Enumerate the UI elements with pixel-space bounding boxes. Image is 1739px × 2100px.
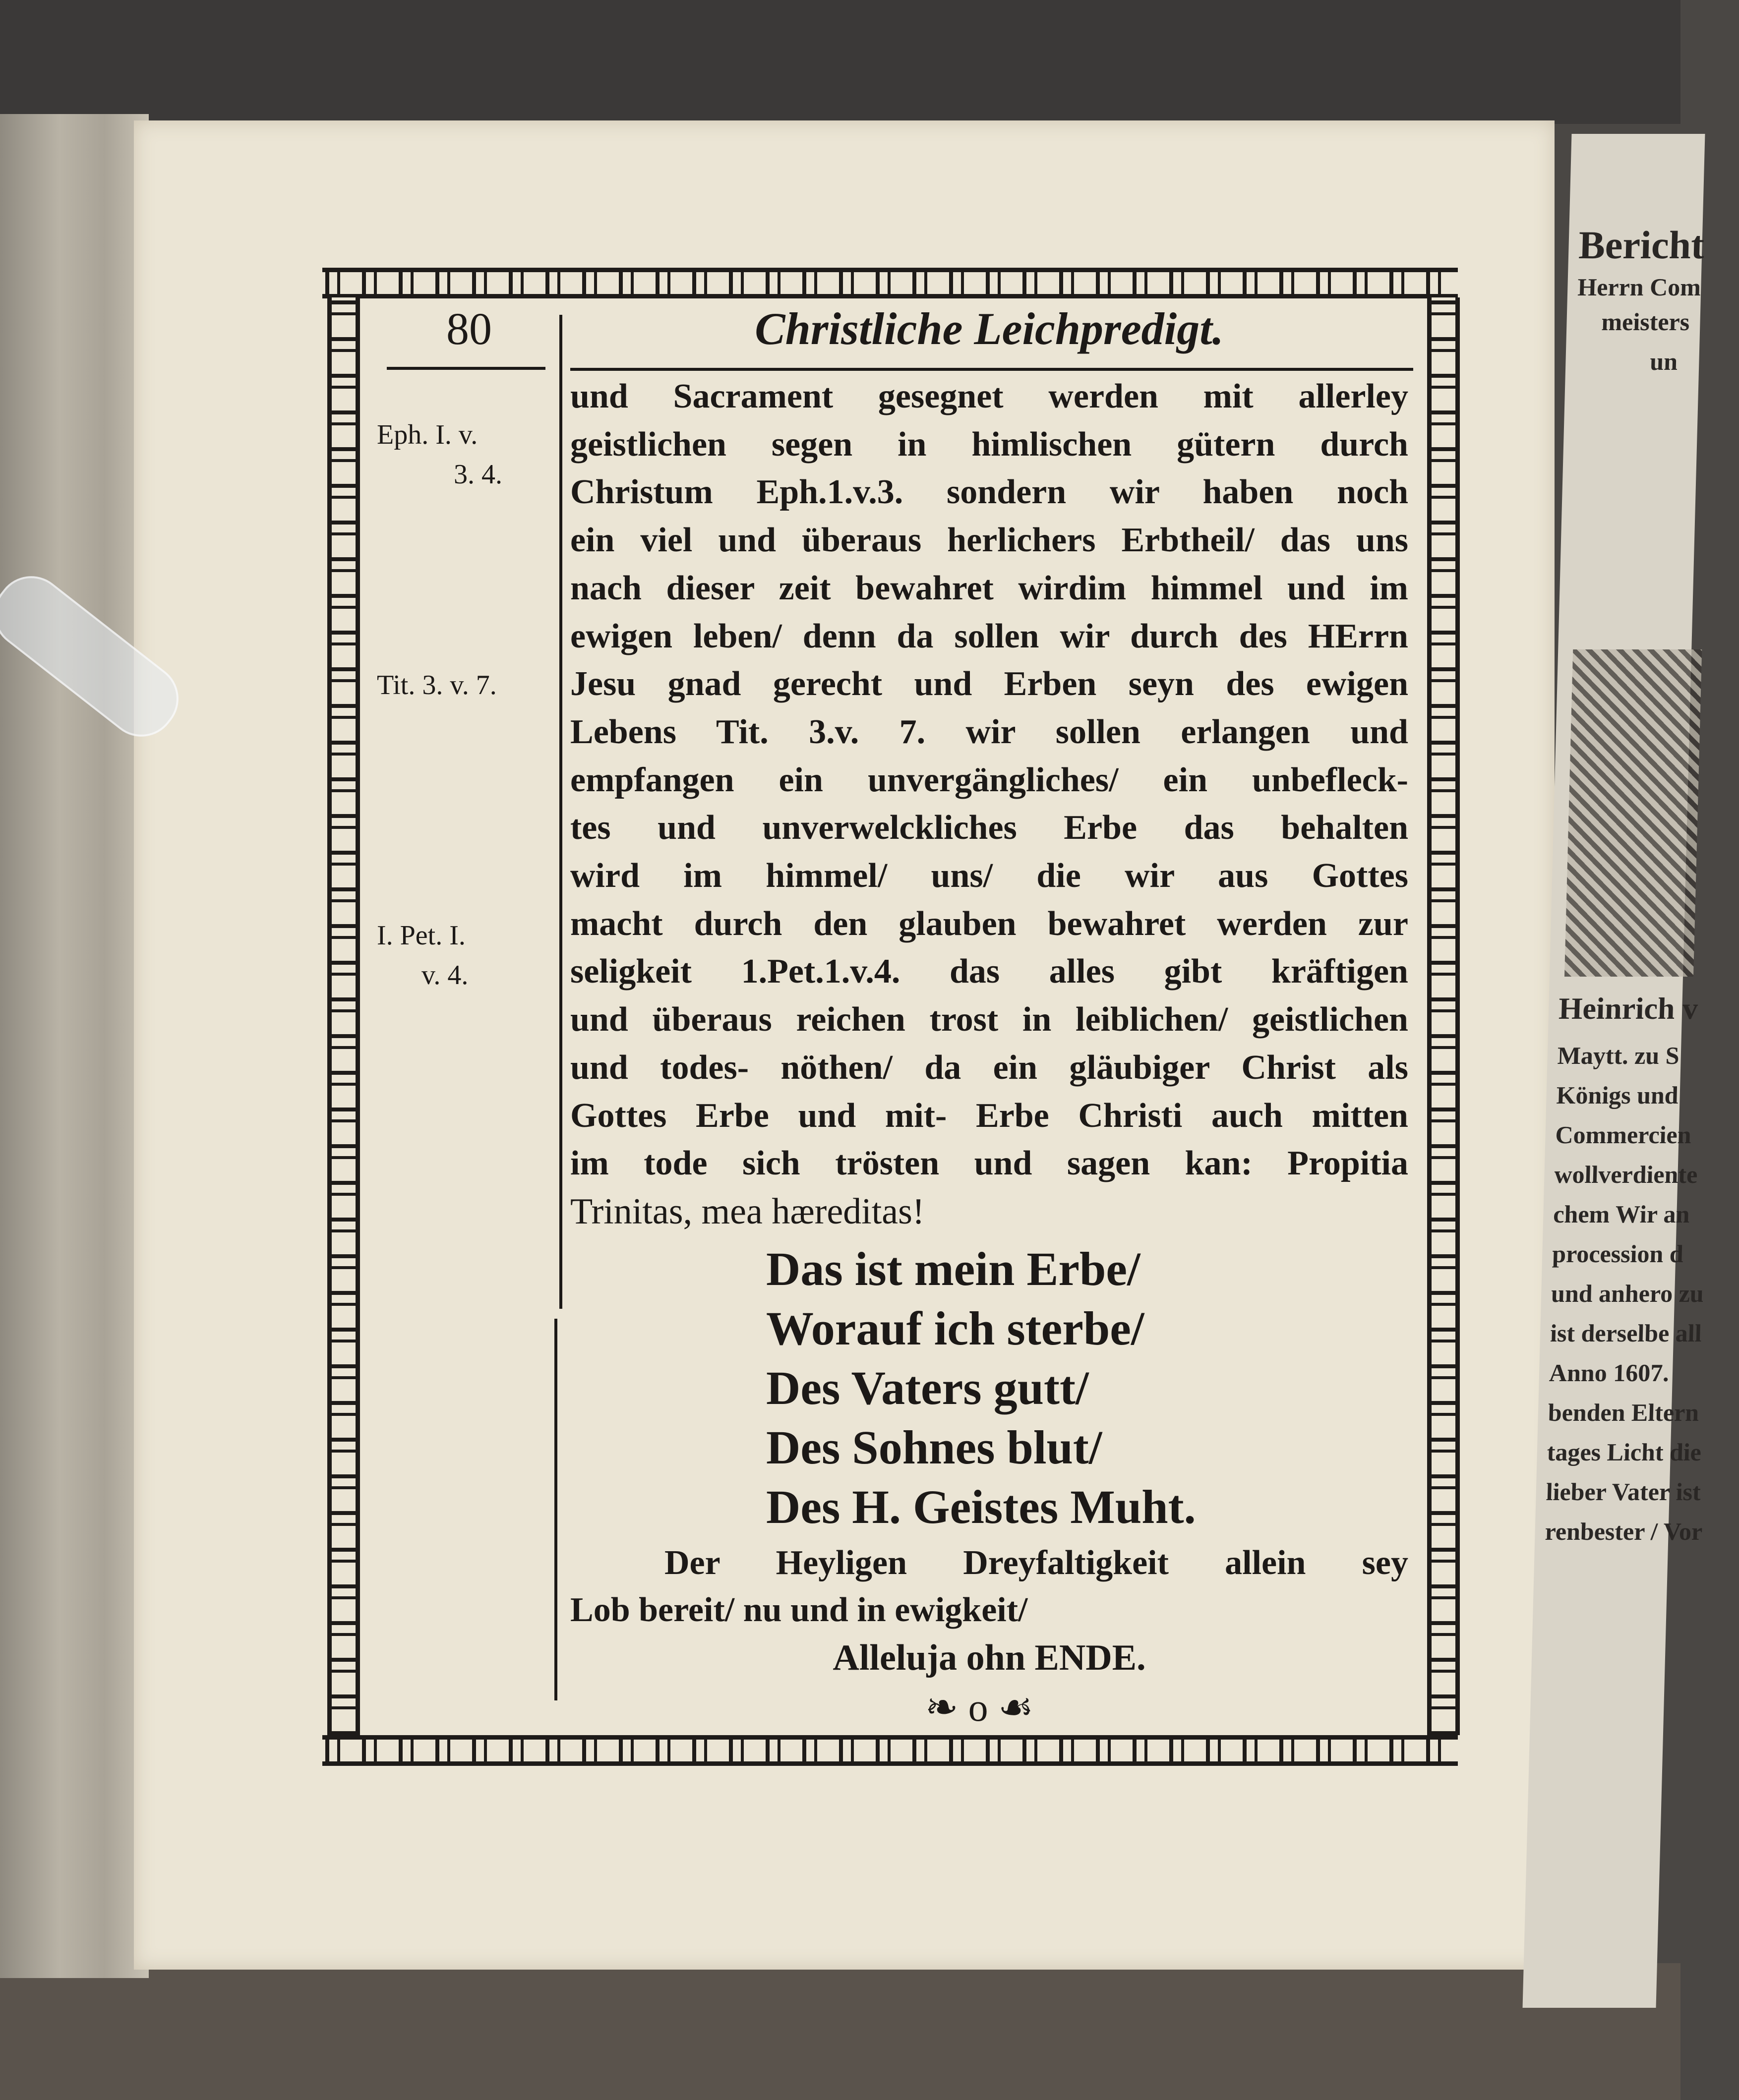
closing-line: Der Heyligen Dreyfaltigkeit allein sey (664, 1544, 1408, 1582)
poem-line: Des Sohnes blut/ (766, 1421, 1102, 1474)
margin-note: I. Pet. I. (377, 920, 466, 951)
ornamental-border-left (327, 297, 360, 1735)
latin-line: Trinitas, mea hæreditas! (570, 1191, 925, 1232)
right-page-line: Königs und (1556, 1081, 1679, 1109)
body-line: tes und unverwelckliches Erbe das behalten (570, 809, 1408, 847)
right-page-line: renbester / Vor (1544, 1517, 1703, 1545)
scan-background-top (0, 0, 1680, 124)
right-page-line: ist derselbe all (1550, 1319, 1702, 1347)
body-line: empfangen ein unvergängliches/ ein unbefleck- (570, 760, 1408, 799)
right-page-line: Heinrich v (1558, 992, 1698, 1026)
margin-note: Tit. 3. v. 7. (377, 670, 497, 700)
right-page-line: und anhero zu (1551, 1280, 1704, 1307)
page-number: 80 (446, 303, 492, 354)
body-line: ewigen leben/ denn da sollen wir durch des HErrn (570, 617, 1408, 655)
header-rule-right (570, 368, 1413, 371)
right-page-line: procession d (1552, 1240, 1684, 1268)
body-line: Gottes Erbe und mit- Erbe Christi auch mitten (570, 1096, 1408, 1135)
margin-note: 3. 4. (454, 459, 502, 490)
body-line: und Sacrament gesegnet werden mit allerley (570, 377, 1408, 415)
closing-line: Alleluja ohn ENDE. (833, 1637, 1146, 1678)
right-page-line: meisters (1601, 308, 1690, 336)
right-page-line: benden Eltern (1548, 1399, 1699, 1426)
right-page-line: Maytt. zu S (1557, 1042, 1680, 1069)
margin-note: v. 4. (421, 960, 469, 991)
column-divider (554, 1319, 557, 1700)
right-page-line: lieber Vater ist (1546, 1478, 1701, 1506)
body-line: nach dieser zeit bewahret wirdim himmel und im (570, 569, 1408, 607)
poem-line: Worauf ich sterbe/ (766, 1302, 1144, 1355)
right-page-line: Anno 1607. (1549, 1359, 1670, 1387)
body-line: im tode sich trösten und sagen kan: Propitia (570, 1144, 1408, 1183)
ornamental-border-top (322, 268, 1458, 298)
body-line: Lebens Tit. 3.v. 7. wir sollen erlangen und (570, 712, 1408, 751)
body-line: macht durch den glauben bewahret werden zur (570, 904, 1408, 943)
body-line: seligkeit 1.Pet.1.v.4. das alles gibt kräftigen (570, 952, 1408, 991)
body-line: Christum Eph.1.v.3. sondern wir haben noch (570, 473, 1408, 512)
closing-line: Lob bereit/ nu und in ewigkeit/ (570, 1591, 1028, 1629)
running-title: Christliche Leichpredigt. (755, 303, 1224, 354)
body-line: Jesu gnad gerecht und Erben seyn des ewigen (570, 665, 1408, 703)
book-page-edges (0, 114, 149, 1978)
body-line: und überaus reichen trost in leiblichen/ geistlichen (570, 1000, 1408, 1039)
right-page-line: chem Wir an (1553, 1200, 1690, 1228)
right-page-line: Commercien (1555, 1121, 1692, 1149)
body-line: ein viel und überaus herlichers Erbtheil/ das uns (570, 521, 1408, 560)
scan-background-bottom (0, 1963, 1680, 2100)
header-rule-left (387, 367, 545, 370)
body-line: wird im himmel/ uns/ die wir aus Gottes (570, 857, 1408, 895)
right-page-line: tages Licht die (1547, 1438, 1702, 1466)
poem-line: Das ist mein Erbe/ (766, 1242, 1140, 1295)
right-page-line: Herrn Com (1577, 273, 1701, 301)
right-page-heading: Bericht (1578, 224, 1705, 267)
margin-note: Eph. I. v. (377, 419, 478, 450)
right-page-line: wollverdiente (1554, 1161, 1698, 1188)
decorated-initial (1564, 649, 1702, 977)
ornamental-border-right (1427, 297, 1460, 1735)
tailpiece-ornament-icon: ❧ o ☙ (925, 1686, 1034, 1730)
body-line: geistlichen segen in himlischen gütern durch (570, 425, 1408, 464)
poem-line: Des Vaters gutt/ (766, 1361, 1089, 1414)
ornamental-border-bottom (322, 1735, 1458, 1766)
body-line: und todes- nöthen/ da ein gläubiger Christ als (570, 1048, 1408, 1087)
right-page-line: un (1649, 348, 1678, 375)
poem-line: Des H. Geistes Muht. (766, 1480, 1196, 1533)
